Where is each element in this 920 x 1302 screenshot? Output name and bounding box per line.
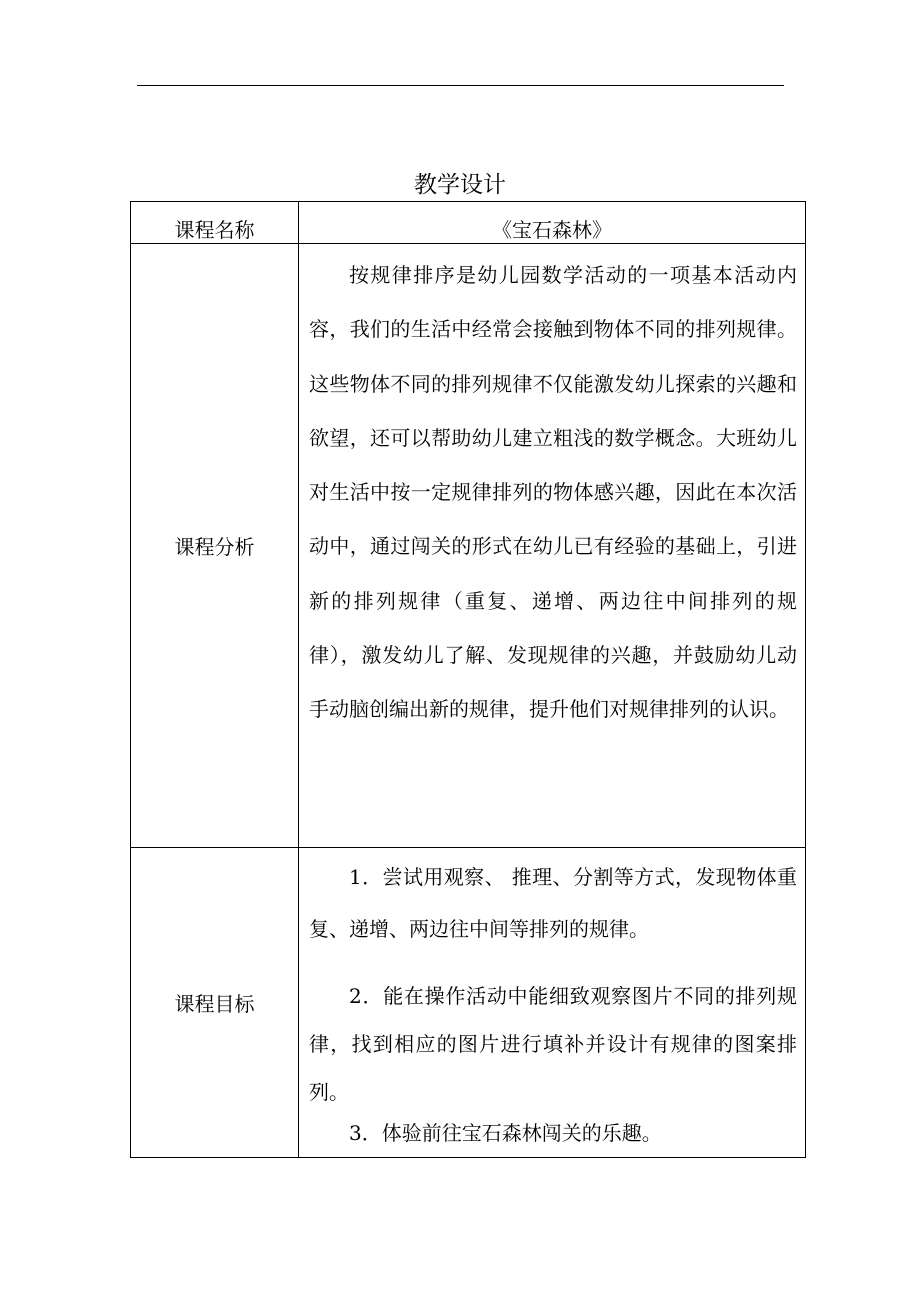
course-analysis-cell — [299, 244, 806, 848]
course-goals-cell — [299, 848, 806, 1158]
course-analysis-text: 按规律排序是幼儿园数学活动的一项基本活动内容，我们的生活中经常会接触到物体不同的排列规律。这些物体不同的排列规律不仅能激发幼儿探索的兴趣和欲望，还可以帮助幼儿建立粗浅的数学概念。大班幼儿对生活中按一定规律排列的物体感兴趣，因此在本次活动中，通过闯关的形式在幼儿已有经验的基础上，引进新的排列规律（重复、递增、两边往中间排列的规律），激发幼儿了解、发现规律的兴趣，并鼓励幼儿动手动脑创编出新的规律，提升他们对规律排列的认识。 — [309, 263, 797, 722]
course-name-label: 课程名称 — [131, 202, 299, 244]
goal-item — [299, 1109, 805, 1157]
table-row — [131, 202, 806, 244]
course-analysis-label: 课程分析 — [131, 244, 299, 848]
goal-item — [299, 972, 805, 1116]
header-rule — [137, 85, 784, 86]
document-title: 教学设计 — [414, 172, 506, 198]
lesson-design-table — [130, 201, 806, 1158]
goal-number: 1． — [349, 865, 383, 889]
goal-text: 能在操作活动中能细致观察图片不同的排列规律，找到相应的图片进行填补并设计有规律的图案排列。 — [309, 984, 797, 1104]
course-goals-label: 课程目标 — [131, 848, 299, 1158]
goal-item — [299, 848, 805, 955]
goal-number: 3． — [349, 1121, 382, 1145]
goal-number: 2． — [349, 984, 384, 1008]
table-row — [131, 244, 806, 848]
course-name-value: 《宝石森林》 — [299, 202, 806, 244]
goal-text: 体验前往宝石森林闯关的乐趣。 — [381, 1121, 662, 1145]
table-row — [131, 848, 806, 1158]
goal-text: 尝试用观察、 推理、分割等方式，发现物体重复、递增、两边往中间等排列的规律。 — [309, 865, 798, 941]
